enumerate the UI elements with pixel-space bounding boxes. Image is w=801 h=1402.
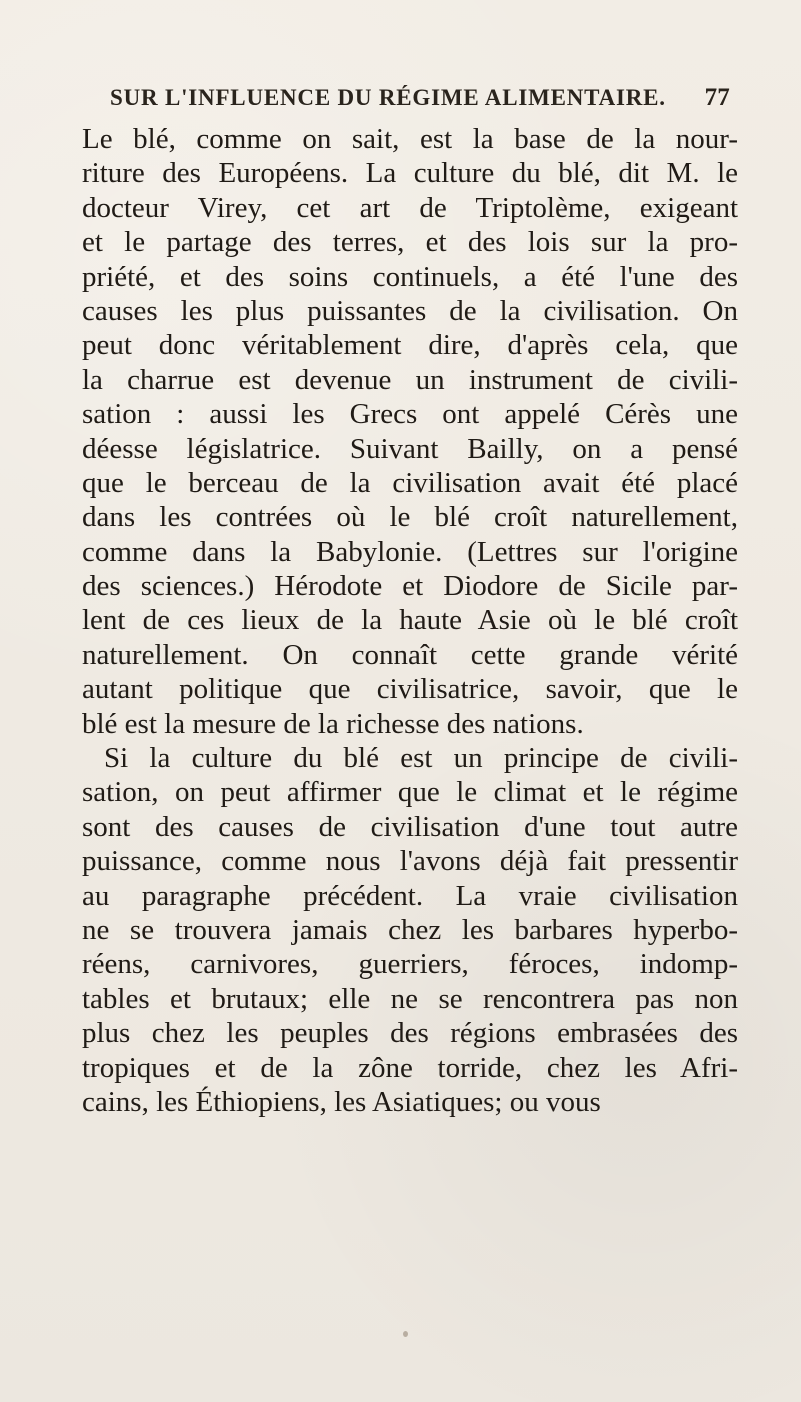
text-line: la charrue est devenue un instrument de civili- [82, 363, 738, 396]
text-line: cains, les Éthiopiens, les Asiatiques; ou vous [82, 1085, 601, 1118]
text-line: naturellement. On connaît cette grande vérité [82, 638, 738, 671]
text-line: Le blé, comme on sait, est la base de la nour- [82, 123, 738, 155]
text-line: sont des causes de civilisation d'une tout autre [82, 810, 738, 843]
text-line: tropiques et de la zône torride, chez les Afri- [82, 1051, 738, 1084]
running-head [110, 84, 730, 112]
text-line: comme dans la Babylonie. (Lettres sur l'origine [82, 535, 738, 568]
text-line: causes les plus puissantes de la civilisation. On [82, 294, 738, 327]
body-text [82, 122, 738, 1119]
text-line: puissance, comme nous l'avons déjà fait pressentir [82, 845, 738, 878]
text-line: riture des Européens. La culture du blé, dit M. le [82, 157, 738, 190]
page-number: 77 [704, 84, 730, 111]
text-line: sation, on peut affirmer que le climat et le régime [82, 776, 738, 809]
text-line: blé est la mesure de la richesse des nations. [82, 707, 584, 740]
text-line: priété, et des soins continuels, a été l'une des [82, 260, 738, 293]
text-line: et le partage des terres, et des lois sur la pro- [82, 226, 738, 259]
text-line: Si la culture du blé est un principe de civili- [104, 742, 738, 775]
running-title: SUR L'INFLUENCE DU RÉGIME ALIMENTAIRE. [110, 85, 666, 110]
text-line: lent de ces lieux de la haute Asie où le blé croît [82, 604, 738, 637]
text-line: dans les contrées où le blé croît naturellement, [82, 501, 738, 534]
text-line: docteur Virey, cet art de Triptolème, exigeant [82, 191, 738, 224]
text-line: des sciences.) Hérodote et Diodore de Sicile par- [82, 570, 738, 603]
text-line: autant politique que civilisatrice, savoir, que le [82, 673, 738, 706]
paragraph-2 [82, 741, 738, 1119]
text-line: plus chez les peuples des régions embrasées des [82, 1017, 738, 1050]
text-line: tables et brutaux; elle ne se rencontrera pas non [82, 982, 738, 1015]
text-line: réens, carnivores, guerriers, féroces, indomp- [82, 948, 738, 981]
text-line: peut donc véritablement dire, d'après cela, que [82, 329, 738, 362]
paragraph-1 [82, 122, 738, 741]
paper-stain [403, 1331, 408, 1337]
text-line: au paragraphe précédent. La vraie civilisation [82, 879, 738, 912]
text-line: déesse législatrice. Suivant Bailly, on a pensé [82, 432, 738, 465]
text-line: que le berceau de la civilisation avait été placé [82, 466, 738, 499]
text-line: ne se trouvera jamais chez les barbares hyperbo- [82, 913, 738, 946]
text-line: sation : aussi les Grecs ont appelé Cérès une [82, 398, 738, 431]
